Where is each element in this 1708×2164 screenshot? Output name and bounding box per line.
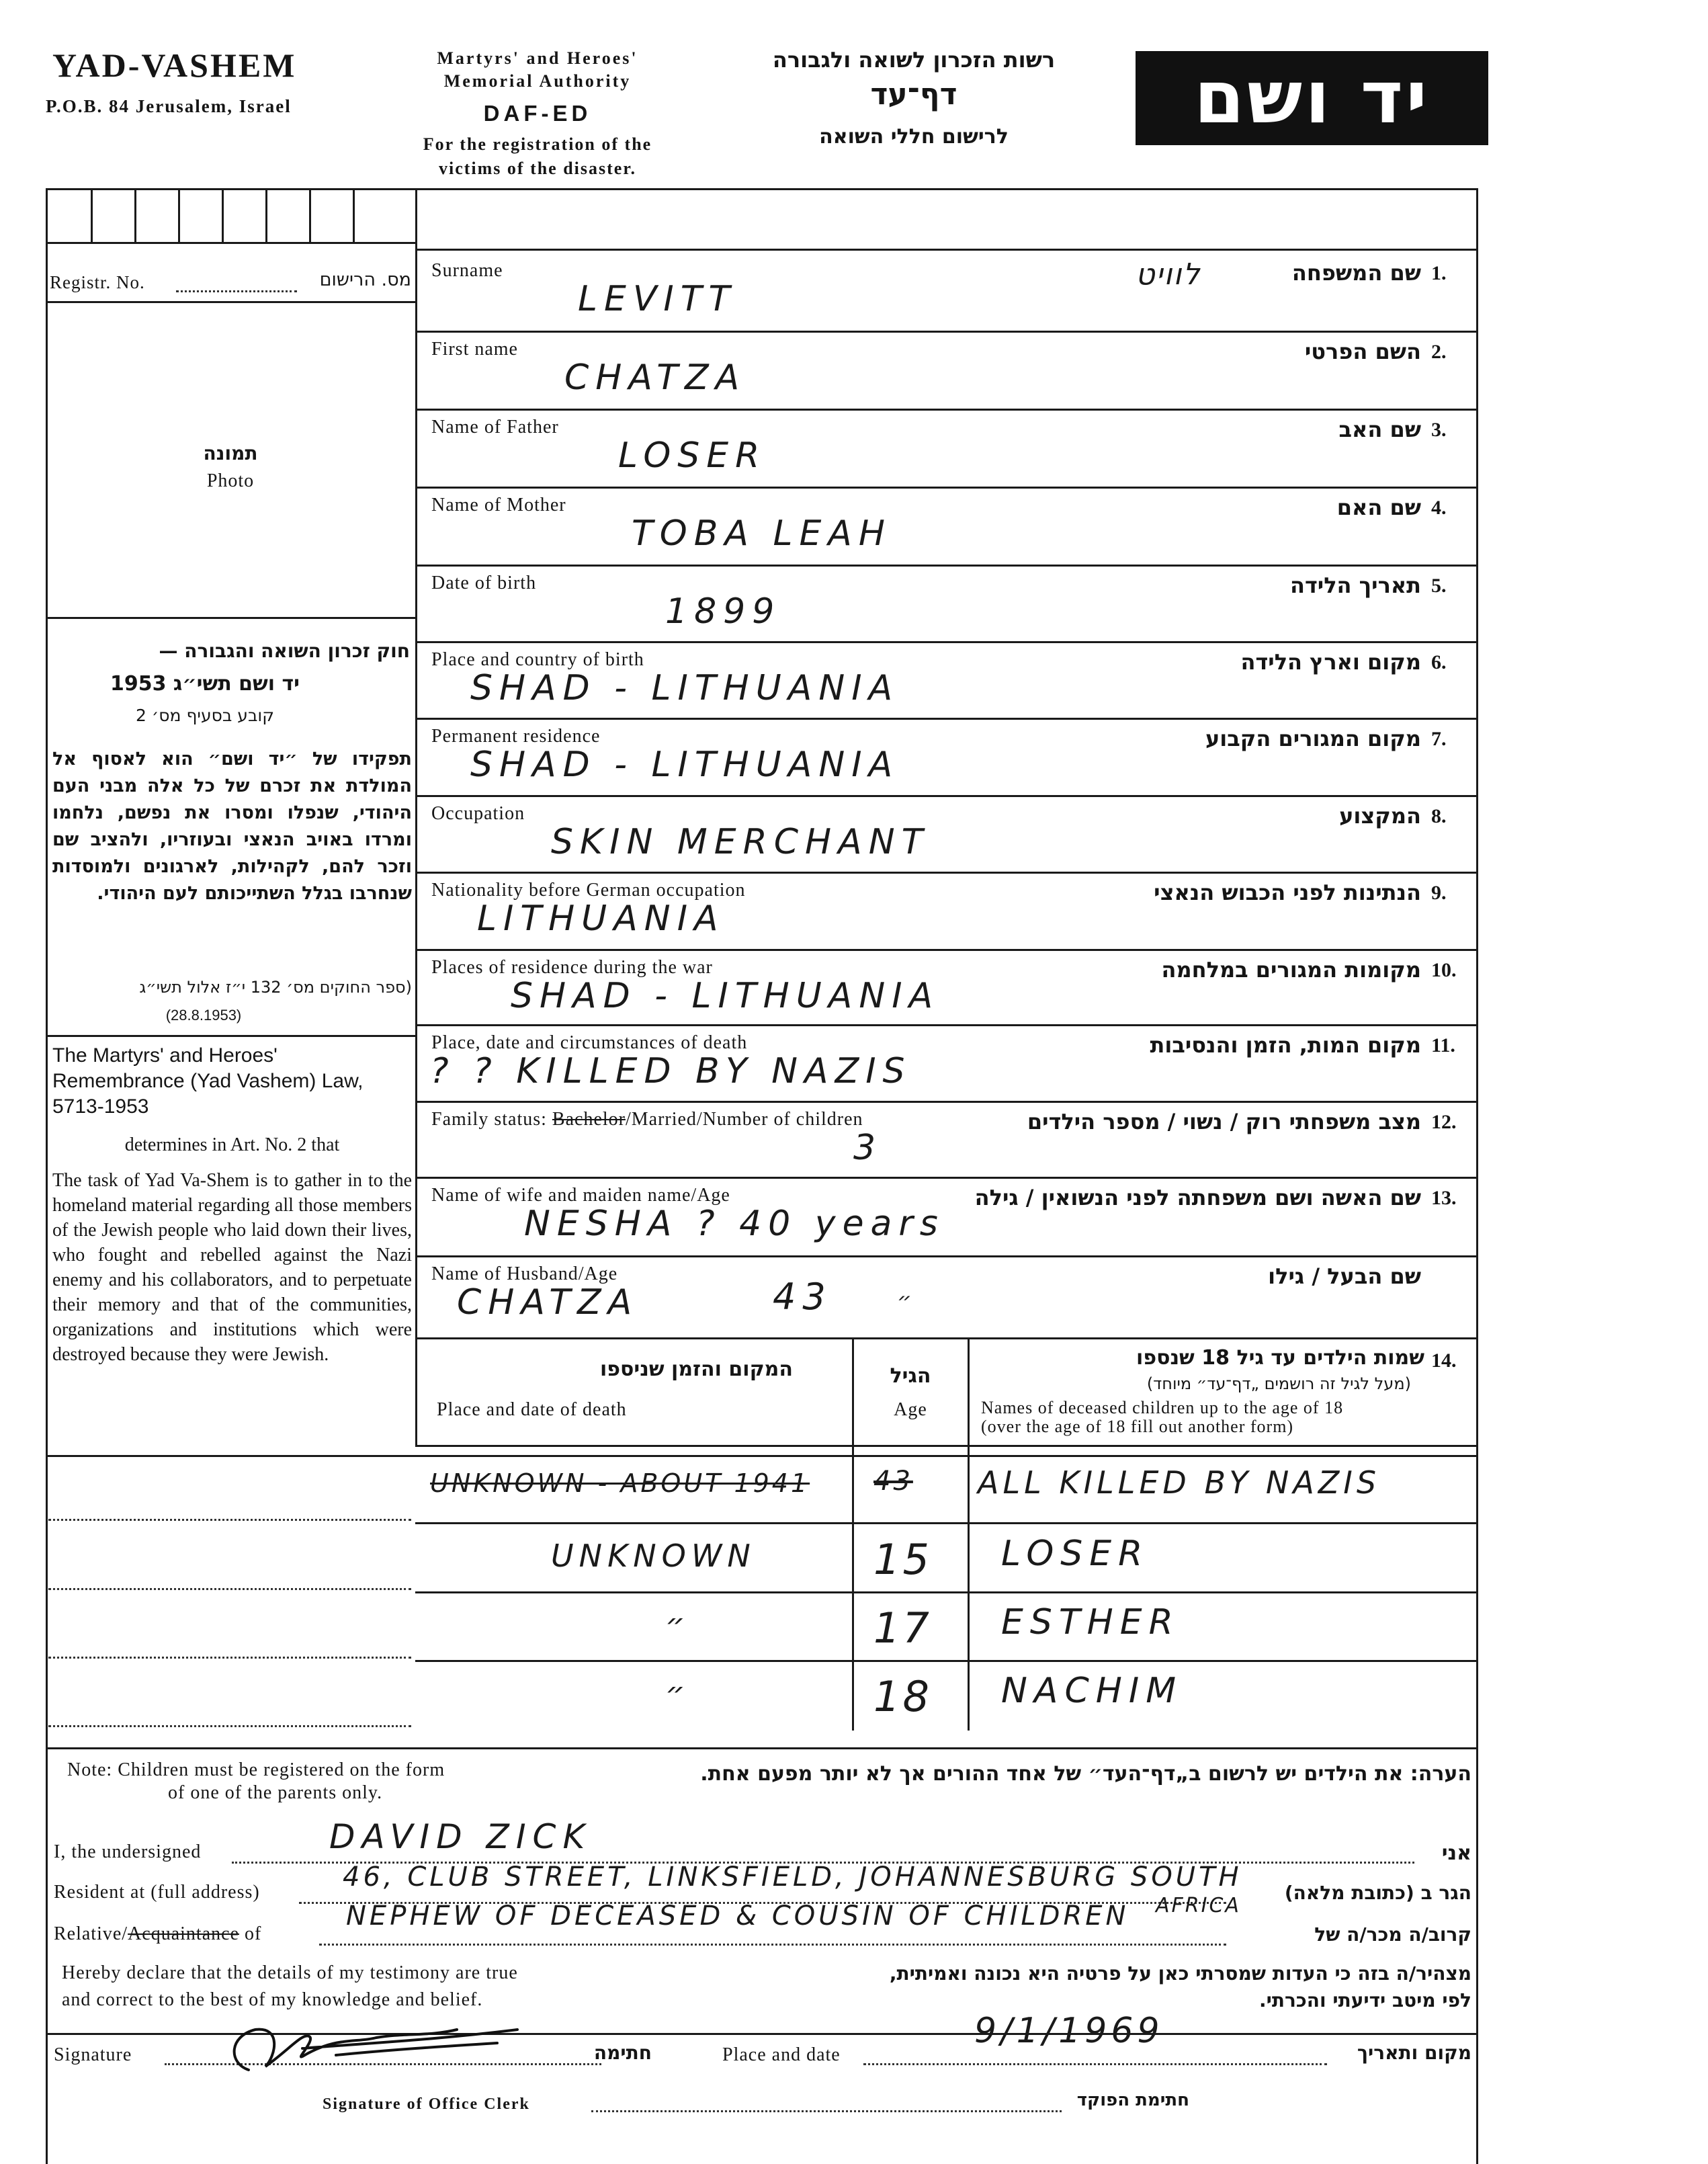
field-label: Name of Father	[431, 417, 559, 438]
form-purpose	[376, 132, 699, 181]
purpose-line-2: victims of the disaster.	[438, 159, 636, 178]
field-rule	[415, 409, 1477, 411]
note-text-1: Note: Children must be registered on the form	[67, 1759, 445, 1780]
photo-label: Photo	[206, 470, 255, 491]
note-heb: הערה: את הילדים יש לרשום ב„דף־העד״ של אחד ההורים אך לא יותר מפעם אחת.	[700, 1762, 1471, 1786]
frame-divider-note	[46, 1747, 1478, 1749]
field-label: Date of birth	[431, 573, 537, 593]
field-value-ditto: ״	[897, 1288, 919, 1315]
field-label-heb: מקומות המגורים במלחמה	[1161, 957, 1421, 983]
field-value: 1899	[665, 591, 781, 632]
form-name: DAF-ED	[483, 101, 592, 126]
field-label-heb: המקצוע	[1339, 803, 1421, 829]
children-col-age-heb: הגיל	[890, 1364, 931, 1388]
frame-right	[1476, 188, 1478, 2164]
resident-label: Resident at (full address)	[54, 1882, 260, 1903]
field-num-14: 14.	[1431, 1349, 1457, 1372]
relative-label-struck: Acquaintance	[128, 1923, 239, 1944]
purpose-line-1: For the registration of the	[423, 134, 652, 154]
field-label-heb: השם הפרטי	[1304, 339, 1421, 364]
children-header-bottom-2	[46, 1455, 1478, 1457]
children-col-names-heb: שמות הילדים עד גיל 18 שנספו	[1136, 1346, 1424, 1370]
authority-line-1: Martyrs' and Heroes'	[437, 48, 638, 68]
field-label: Name of wife and maiden name/Age	[431, 1185, 730, 1206]
field-value: TOBA LEAH	[632, 513, 892, 554]
place-date-line	[863, 2063, 1327, 2065]
field-num: 9.	[1431, 882, 1447, 904]
child-name: LOSER	[1001, 1534, 1150, 1574]
field-label-heb: מקום המות, הזמן והנסיבות	[1150, 1032, 1421, 1058]
photo-label-heb: תמונה	[203, 442, 258, 464]
field-value: 3	[853, 1128, 883, 1168]
law-en-art: determines in Art. No. 2 that	[124, 1134, 340, 1155]
field-num: 13.	[1431, 1187, 1457, 1209]
field-label-heb: הנתינות לפני הכבוש הנאצי	[1154, 880, 1421, 905]
relative-line	[319, 1944, 1226, 1946]
signature-heb: חתימה	[593, 2042, 652, 2064]
children-col-divider-1	[852, 1337, 854, 1731]
field-label-heb: שם האב	[1338, 417, 1421, 442]
reg-box-divider	[134, 188, 136, 242]
field-value-annotation: לוויט	[1136, 257, 1201, 292]
org-title: YAD-VASHEM	[52, 46, 297, 84]
field-num: 8.	[1431, 805, 1447, 827]
law-heb-clause: קובע בסעיף מס׳ 2	[136, 706, 274, 725]
field-label-rest: /Married/Number of children	[625, 1109, 863, 1130]
field-value: LOSER	[618, 435, 767, 476]
relative-label-prefix: Relative/	[54, 1923, 128, 1944]
field-label: Place and country of birth	[431, 649, 644, 670]
org-address: P.O.B. 84 Jerusalem, Israel	[46, 96, 292, 116]
field-label-heb: שם האם	[1336, 495, 1421, 520]
field-rule	[415, 641, 1477, 643]
resident-heb: הגר ב (כתובת מלאה)	[1284, 1882, 1471, 1904]
reg-box-divider	[91, 188, 93, 242]
reg-box-divider	[353, 188, 355, 242]
undersigned-label: I, the undersigned	[54, 1841, 202, 1862]
field-label-heb: תאריך הלידה	[1289, 573, 1421, 598]
clerk-label: Signature of Office Clerk	[323, 2095, 530, 2113]
authority-line-2: Memorial Authority	[443, 71, 632, 91]
relative-heb: קרוב/ה מכר/ה של	[1314, 1923, 1471, 1946]
child-row-dotted-rule	[48, 1588, 411, 1590]
field-label: Occupation	[431, 803, 525, 824]
clerk-line	[591, 2110, 1062, 2112]
child-age: 43	[873, 1466, 913, 1497]
field-value: CHATZA	[457, 1282, 639, 1323]
field-label-heb: מצב משפחתי רוק / נשוי / מספר הילדים	[1027, 1109, 1421, 1134]
field-value: CHATZA	[564, 358, 746, 398]
relative-label-suffix: of	[239, 1923, 262, 1944]
field-num: 6.	[1431, 651, 1447, 673]
child-name: ESTHER	[1001, 1602, 1180, 1642]
child-name: NACHIM	[1001, 1671, 1183, 1711]
field-value: LEVITT	[578, 279, 737, 319]
place-date-heb: מקום ותאריך	[1357, 2042, 1471, 2064]
field-value: SHAD - LITHUANIA	[470, 668, 900, 708]
heb-purpose: לרישום חללי השואה	[819, 125, 1009, 149]
place-date-label: Place and date	[722, 2044, 841, 2065]
children-col-place-heb: המקום והזמן שניספו	[599, 1358, 793, 1381]
law-heb-title: חוק זכרון השואה והגבורה —	[159, 640, 410, 662]
photo-area	[46, 301, 415, 617]
undersigned-value: DAVID ZICK	[329, 1817, 592, 1856]
field-label: Name of Husband/Age	[431, 1263, 618, 1284]
child-place-date: UNKNOWN	[551, 1538, 756, 1574]
child-place-date: ״	[665, 1675, 691, 1711]
undersigned-heb: אני	[1441, 1841, 1471, 1865]
field-rule	[415, 795, 1477, 797]
reg-box-divider	[265, 188, 267, 242]
field-num: 7.	[1431, 728, 1447, 750]
field-value: SKIN MERCHANT	[551, 822, 930, 862]
yad-vashem-logo: יד ושם	[1136, 51, 1488, 145]
fields-top-rule	[415, 249, 1477, 251]
field-num: 4.	[1431, 497, 1447, 519]
clerk-heb: חתימת הפוקד	[1076, 2090, 1189, 2110]
field-num: 2.	[1431, 341, 1447, 363]
children-col-names-2: (over the age of 18 fill out another form)	[981, 1417, 1294, 1436]
children-col-age: Age	[894, 1399, 927, 1420]
child-row-rule	[415, 1591, 1477, 1593]
frame-top	[46, 188, 1478, 190]
signature-label: Signature	[54, 2044, 132, 2065]
children-col-names: Names of deceased children up to the age of 18	[981, 1398, 1344, 1417]
declare-line-2: and correct to the best of my knowledge and belief.	[62, 1989, 483, 2010]
relative-value: NEPHEW OF DECEASED & COUSIN OF CHILDREN	[346, 1901, 1129, 1931]
heb-form-name: דף־עד	[870, 77, 957, 112]
law-en-body: The task of Yad Va-Shem is to gather in to the homeland material regarding all those members of the Jewish people who laid down their lives, who fought and rebelled against the Nazi enemy and his collaborators, and to perpetuate their memory and that of the communities, organizations and institutions which were destroyed because they were Jewish.	[52, 1170, 412, 1365]
note-text-2: of one of the parents only.	[168, 1782, 383, 1803]
field-rule	[415, 565, 1477, 567]
field-label: Place, date and circumstances of death	[431, 1032, 748, 1053]
children-header-top	[415, 1337, 1477, 1339]
child-name: ALL KILLED BY NAZIS	[978, 1464, 1381, 1501]
field-label-struck: Bachelor	[552, 1109, 626, 1130]
declare-line-1: Hereby declare that the details of my testimony are true	[62, 1962, 518, 1983]
field-num: 1.	[1431, 262, 1447, 284]
resident-value: 46, CLUB STREET, LINKSFIELD, JOHANNESBURG SOUTH	[343, 1862, 1242, 1892]
field-num: 10.	[1431, 959, 1457, 981]
field-value: ? ? KILLED BY NAZIS	[430, 1051, 912, 1091]
photo-rule	[46, 617, 415, 619]
field-label-heb: מקום המגורים הקבוע	[1205, 726, 1421, 751]
law-heb-subtitle: יד ושם תשי״ג 1953	[110, 672, 300, 696]
field-value: SHAD - LITHUANIA	[511, 976, 940, 1016]
law-heb-reference: (ספר החוקים מס׳ 132 י״ז אלול תשי״ג	[139, 978, 412, 997]
field-label-prefix: Family status:	[431, 1109, 552, 1130]
registration-label-heb: מס. הרישום	[319, 269, 411, 290]
field-label-heb: שם המשפחה	[1291, 260, 1421, 286]
field-value-age: 43	[773, 1276, 832, 1318]
reg-boxes-bottom	[46, 242, 415, 244]
declare-heb-1: מצהיר/ה בזה כי העדות שמסרתי כאן על פרטיה היא נכונה ואמיתית,	[889, 1962, 1471, 1985]
child-age: 15	[873, 1535, 932, 1584]
reg-box-divider	[222, 188, 224, 242]
field-label: Places of residence during the war	[431, 957, 713, 978]
registration-line	[176, 290, 297, 292]
field-label: Nationality before German occupation	[431, 880, 746, 901]
child-row-rule	[415, 1522, 1477, 1524]
child-row-rule	[415, 1660, 1477, 1662]
child-row-dotted-rule	[48, 1725, 411, 1727]
field-label	[431, 1109, 863, 1130]
child-age: 18	[873, 1672, 932, 1721]
relative-label	[54, 1923, 261, 1945]
law-heb-reference-date: (28.8.1953)	[165, 1007, 242, 1024]
children-col-place: Place and date of death	[437, 1399, 627, 1420]
field-label-heb: שם הבעל / גילו	[1268, 1263, 1421, 1289]
law-en-title: The Martyrs' and Heroes' Remembrance (Yad Vashem) Law, 5713-1953	[52, 1044, 364, 1118]
field-value: NESHA ? 40 years	[524, 1204, 945, 1244]
child-age: 17	[873, 1604, 932, 1653]
field-rule	[415, 487, 1477, 489]
authority-name	[376, 47, 699, 93]
field-label: Name of Mother	[431, 495, 566, 515]
child-place-date: ״	[665, 1606, 691, 1642]
field-rule	[415, 949, 1477, 951]
child-row-dotted-rule	[48, 1657, 411, 1659]
law-divider	[46, 1035, 415, 1037]
field-label: Surname	[431, 260, 503, 281]
place-date-value: 9/1/1969	[974, 2011, 1164, 2051]
registration-label: Registr. No.	[50, 272, 145, 292]
field-rule	[415, 872, 1477, 874]
field-num: 5.	[1431, 575, 1447, 597]
field-num: 12.	[1431, 1111, 1457, 1133]
children-header-bottom	[415, 1445, 1477, 1447]
field-label: Permanent residence	[431, 726, 601, 747]
children-col-names-heb2: (מעל לגיל זה רושמים „דף־עד״ מיוחד)	[1146, 1374, 1411, 1393]
field-num: 11.	[1431, 1034, 1455, 1056]
field-value: LITHUANIA	[477, 899, 725, 939]
field-value: SHAD - LITHUANIA	[470, 745, 900, 785]
field-rule	[415, 1177, 1477, 1179]
field-rule	[415, 1101, 1477, 1103]
reg-box-divider	[178, 188, 180, 242]
heb-authority: רשות הזכרון לשואה ולגבורה	[772, 47, 1056, 73]
children-col-divider-2	[968, 1337, 970, 1731]
declare-heb-2: לפי מיטב ידיעתי והכרתי.	[1259, 1989, 1471, 2011]
field-label: First name	[431, 339, 518, 360]
child-row-dotted-rule	[48, 1519, 411, 1521]
field-num: 3.	[1431, 419, 1447, 441]
child-place-date: UNKNOWN - ABOUT 1941	[430, 1468, 810, 1498]
field-label-heb: מקום וארץ הלידה	[1240, 649, 1421, 675]
reg-box-divider	[309, 188, 311, 242]
signature-scribble	[202, 2009, 578, 2083]
field-rule	[415, 1024, 1477, 1026]
resident-value-2: AFRICA	[1156, 1894, 1241, 1917]
law-heb-body: תפקידו של ״יד ושם״ הוא לאסוף אל המולדת את זכרם של כל אלה מבני העם היהודי, שנפלו ומסרו את נפשם, נלחמו ומרדו באויב הנאצי ובעוזריו, ולהציב שם וזכר להם, לקהילות, לארגונים ולמוסדות שנחרבו בגלל השתייכותם לעם היהודי.	[52, 749, 412, 904]
field-rule	[415, 1255, 1477, 1257]
field-rule	[415, 718, 1477, 720]
field-label-heb: שם האשה ושם משפחתה לפני הנשואין / גילה	[974, 1185, 1421, 1210]
field-rule	[415, 331, 1477, 333]
